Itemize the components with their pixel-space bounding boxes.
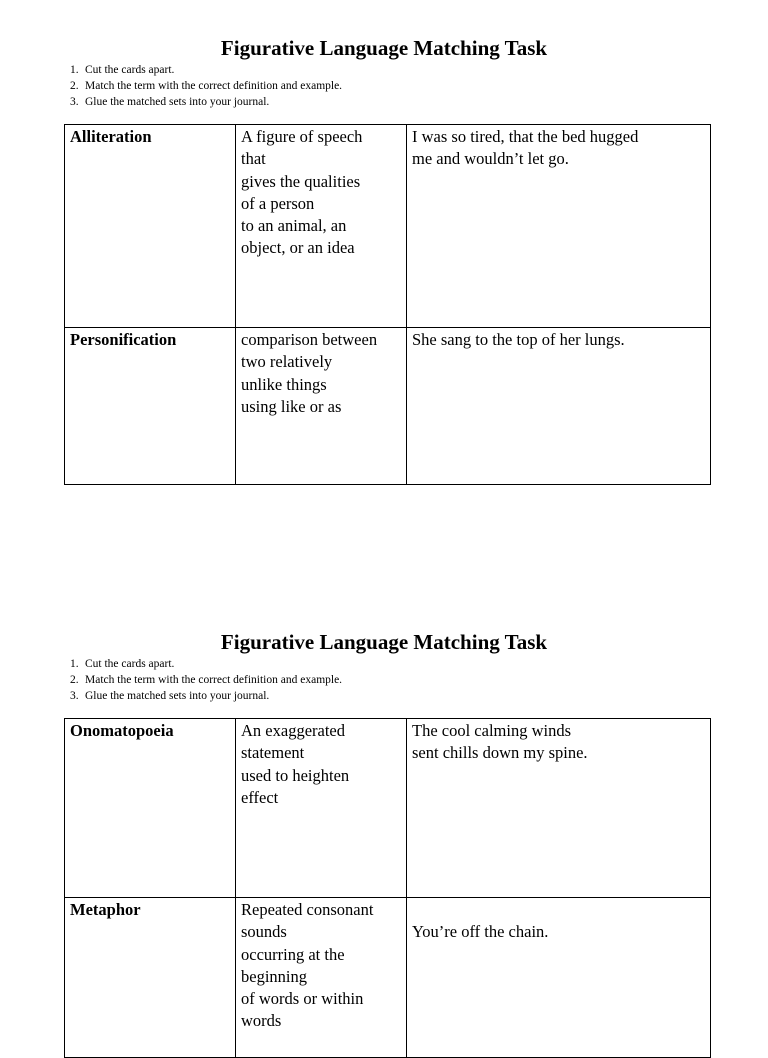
example-cell: I was so tired, that the bed hugged me and wouldn’t let go. — [407, 125, 711, 328]
definition-cell: Repeated consonant sounds occurring at the beginning of words or within words — [236, 898, 407, 1058]
definition-cell: comparison between two relatively unlike things using like or as — [236, 328, 407, 485]
instruction-item: 3. Glue the matched sets into your journal. — [70, 690, 270, 702]
term-cell: Personification — [65, 328, 236, 485]
definition-cell: A figure of speech that gives the qualities of a person to an animal, an object, or an idea — [236, 125, 407, 328]
example-cell: She sang to the top of her lungs. — [407, 328, 711, 485]
table-row — [65, 719, 711, 898]
instruction-item: 1. Cut the cards apart. — [70, 64, 175, 76]
table-row — [65, 898, 711, 1058]
example-cell: You’re off the chain. — [407, 898, 711, 1058]
matching-cards-table — [64, 718, 711, 1058]
term-cell: Alliteration — [65, 125, 236, 328]
instructions-list — [70, 62, 342, 110]
table-row — [65, 328, 711, 485]
example-cell: The cool calming winds sent chills down my spine. — [407, 719, 711, 898]
term-cell: Onomatopoeia — [65, 719, 236, 898]
definition-cell: An exaggerated statement used to heighten effect — [236, 719, 407, 898]
instruction-item: 3. Glue the matched sets into your journal. — [70, 96, 270, 108]
term-cell: Metaphor — [65, 898, 236, 1058]
instruction-item: 2. Match the term with the correct definition and example. — [70, 674, 343, 686]
instruction-item: 2. Match the term with the correct definition and example. — [70, 80, 343, 92]
table-row — [65, 125, 711, 328]
matching-cards-table — [64, 124, 711, 485]
instructions-list — [70, 656, 342, 704]
page-title: Figurative Language Matching Task — [220, 630, 548, 654]
page-title: Figurative Language Matching Task — [220, 36, 548, 60]
instruction-item: 1. Cut the cards apart. — [70, 658, 175, 670]
